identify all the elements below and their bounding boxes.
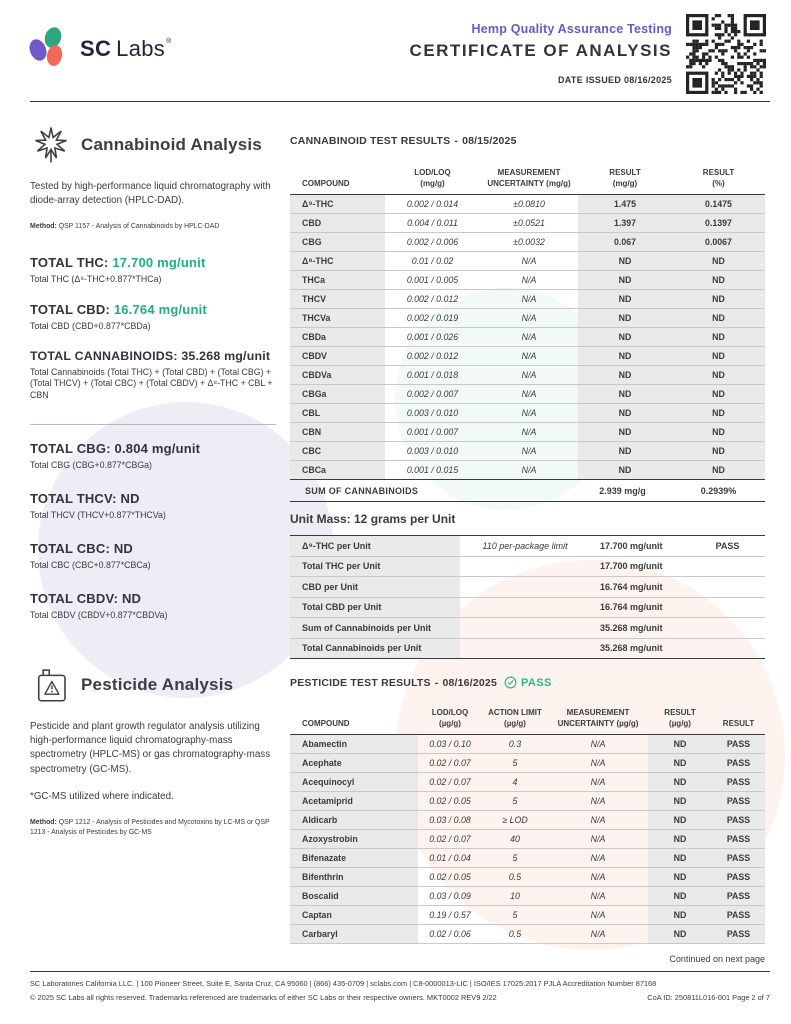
qr-code (686, 14, 766, 94)
cannabinoid-analysis-section (30, 124, 276, 622)
brand-name (80, 36, 172, 62)
total-thcv (30, 491, 276, 522)
total-value: 35.268 mg/unit (181, 348, 271, 363)
table-row: Aldicarb 0.03 / 0.08 ≥ LOD N/A ND PASS (290, 811, 765, 830)
table-row: CBL 0.003 / 0.010 N/A ND ND (290, 404, 765, 423)
table-row: Total CBD per Unit 16.764 mg/unit (290, 598, 765, 619)
total-thc (30, 255, 276, 286)
cannabinoid-method: Method: QSP 1157 - Analysis of Cannabinoids by HPLC-DAD (30, 223, 220, 231)
table-row: THCa 0.001 / 0.005 N/A ND ND (290, 271, 765, 290)
total-label: TOTAL THCV: (30, 491, 117, 507)
total-formula: Total CBG (CBG+0.877*CBGa) (30, 460, 152, 471)
pesticide-jug-icon (30, 664, 72, 706)
table-row: Sum of Cannabinoids per Unit 35.268 mg/unit (290, 618, 765, 639)
table-header-row: COMPOUND LOD/LOQ (mg/g) MEASUREMENT UNCERTAINTY (mg/g) RESULT (mg/g) RESULT (%) (290, 159, 765, 195)
program-title: Hemp Quality Assurance Testing (471, 22, 672, 36)
pesticide-table-title: PESTICIDE TEST RESULTS - 08/16/2025 PASS (290, 676, 552, 689)
table-row: Total THC per Unit 17.700 mg/unit (290, 557, 765, 578)
total-value: 16.764 mg/unit (113, 301, 207, 317)
cannabinoid-table-title: CANNABINOID TEST RESULTS - 08/15/2025 (290, 135, 517, 147)
pesticide-test-date: 08/16/2025 (442, 676, 497, 689)
table-row: Total Cannabinoids per Unit 35.268 mg/unit (290, 639, 765, 659)
sc-labs-logo (30, 26, 172, 72)
total-value: ND (113, 540, 133, 556)
total-cbdv (30, 591, 276, 622)
registered-mark: ® (166, 38, 172, 45)
header-divider (30, 101, 770, 102)
table-row: CBD per Unit 16.764 mg/unit (290, 577, 765, 598)
table-row: Acetamiprid 0.02 / 0.05 5 N/A ND PASS (290, 792, 765, 811)
table-row: Bifenazate 0.01 / 0.04 5 N/A ND PASS (290, 849, 765, 868)
header (30, 14, 766, 94)
table-row: CBDV 0.002 / 0.012 N/A ND ND (290, 347, 765, 366)
table-row: Acephate 0.02 / 0.07 5 N/A ND PASS (290, 754, 765, 773)
footer-copyright: © 2025 SC Labs all rights reserved. Trademarks referenced are trademarks of either SC Labs or their respective owners. MKT0002 REV9 2/22 (30, 993, 497, 1003)
pass-status-badge: PASS (504, 676, 552, 689)
total-label: TOTAL THC: (30, 254, 109, 270)
table-row: CBC 0.003 / 0.010 N/A ND ND (290, 442, 765, 461)
total-cbc (30, 541, 276, 572)
total-cannabinoids (30, 349, 276, 403)
table-row: Δ⁹-THC 0.002 / 0.014 ±0.0810 1.475 0.1475 (290, 195, 765, 214)
section-title: Cannabinoid Analysis (81, 135, 262, 154)
total-formula: Total CBDV (CBDV+0.877*CBDVa) (30, 609, 168, 620)
total-formula: Total THCV (THCV+0.877*THCVa) (30, 510, 166, 521)
table-row: CBCa 0.001 / 0.015 N/A ND ND (290, 461, 765, 480)
total-label: TOTAL CBD: (30, 301, 110, 317)
table-row: Captan 0.19 / 0.57 5 N/A ND PASS (290, 906, 765, 925)
total-value: ND (120, 491, 140, 507)
total-label: TOTAL CBDV: (30, 590, 119, 606)
unit-mass-title: Unit Mass: 12 grams per Unit (290, 512, 456, 526)
total-formula: Total CBC (CBC+0.877*CBCa) (30, 559, 151, 570)
table-body (290, 735, 765, 944)
table-row: CBN 0.001 / 0.007 N/A ND ND (290, 423, 765, 442)
table-row: Boscalid 0.03 / 0.09 10 N/A ND PASS (290, 887, 765, 906)
cannabis-leaf-icon (30, 124, 72, 166)
table-row: CBGa 0.002 / 0.007 N/A ND ND (290, 385, 765, 404)
table-row: THCV 0.002 / 0.012 N/A ND ND (290, 290, 765, 309)
total-value: 17.700 mg/unit (112, 254, 206, 270)
table-row: Carbaryl 0.02 / 0.06 0.5 N/A ND PASS (290, 925, 765, 944)
cannabinoid-test-date: 08/15/2025 (462, 135, 517, 147)
brand-labs: Labs (116, 36, 166, 61)
pesticide-description: Pesticide and plant growth regulator analysis utilizing high-performance liquid chromatography-mass spectrometry (HPLC-MS) or gas chromatography-mass spectrometry (GC-MS). (30, 721, 271, 775)
document-title: CERTIFICATE OF ANALYSIS (409, 41, 672, 60)
date-issued: DATE ISSUED 08/16/2025 (558, 75, 672, 85)
brand-sc: SC (80, 36, 112, 61)
continued-note: Continued on next page (669, 954, 765, 964)
footer-coa-id: CoA ID: 250811L016-001 Page 2 of 7 (647, 993, 770, 1003)
pesticide-results-table (290, 676, 765, 964)
table-row: Abamectin 0.03 / 0.10 0.3 N/A ND PASS (290, 735, 765, 754)
footer (30, 971, 770, 1005)
footer-lab-info: SC Laboratories California LLC. | 100 Pioneer Street, Suite E, Santa Cruz, CA 95060 | (866) 435-0709 | sclabs.com | C8-0000013-LIC | ISO/IES 17025:2017 PJLA Accreditation Number 87168 (30, 979, 657, 988)
cannabinoid-results-table (290, 135, 765, 502)
logo-mark-icon (30, 26, 72, 72)
total-formula: Total THC (Δ⁹-THC+0.877*THCa) (30, 273, 162, 284)
total-cbd (30, 302, 276, 333)
table-row: Azoxystrobin 0.02 / 0.07 40 N/A ND PASS (290, 830, 765, 849)
total-formula: Total Cannabinoids (Total THC) + (Total CBD) + (Total CBG) + (Total THCV) + (Total CBC) + (Total CBDV) + Δ⁸-THC + CBL + CBN (30, 366, 273, 401)
section-title: Pesticide Analysis (81, 675, 234, 694)
table-row: Δ⁸-THC 0.01 / 0.02 N/A ND ND (290, 252, 765, 271)
table-row: Δ⁹-THC per Unit 110 per-package limit 17.700 mg/unit PASS (290, 536, 765, 557)
table-row: CBDVa 0.001 / 0.018 N/A ND ND (290, 366, 765, 385)
table-row: CBG 0.002 / 0.006 ±0.0032 0.067 0.0067 (290, 233, 765, 252)
table-row: Bifenthrin 0.02 / 0.05 0.5 N/A ND PASS (290, 868, 765, 887)
pesticide-method: Method: QSP 1212 - Analysis of Pesticides and Mycotoxins by LC-MS or QSP 1213 - Analysis of Pesticides by GC-MS (30, 818, 270, 837)
sum-of-cannabinoids-row: SUM OF CANNABINOIDS 2.939 mg/g 0.2939% (290, 479, 765, 502)
table-row: Acequinocyl 0.02 / 0.07 4 N/A ND PASS (290, 773, 765, 792)
table-row: CBD 0.004 / 0.011 ±0.0521 1.397 0.1397 (290, 214, 765, 233)
section-divider (30, 424, 276, 425)
table-body (290, 195, 765, 480)
pesticide-analysis-section (30, 664, 280, 843)
table-header-row: COMPOUND LOD/LOQ (µg/g) ACTION LIMIT (µg/g) MEASUREMENT UNCERTAINTY (µg/g) RESULT (µg/g) RESULT (290, 699, 765, 735)
total-label: TOTAL CBG: (30, 441, 111, 457)
total-value: ND (121, 590, 142, 606)
check-circle-icon (504, 676, 517, 689)
gcms-note: *GC-MS utilized where indicated. (30, 790, 174, 802)
table-row: CBDa 0.001 / 0.026 N/A ND ND (290, 328, 765, 347)
unit-mass-table (290, 512, 765, 659)
table-row: THCVa 0.002 / 0.019 N/A ND ND (290, 309, 765, 328)
total-label: TOTAL CANNABINOIDS: (30, 348, 178, 363)
total-value: 0.804 mg/unit (114, 441, 201, 457)
total-cbg (30, 441, 276, 472)
total-formula: Total CBD (CBD+0.877*CBDa) (30, 320, 151, 331)
cannabinoid-description: Tested by high-performance liquid chromatography with diode-array detection (HPLC-DAD). (30, 181, 271, 207)
total-label: TOTAL CBC: (30, 540, 110, 556)
